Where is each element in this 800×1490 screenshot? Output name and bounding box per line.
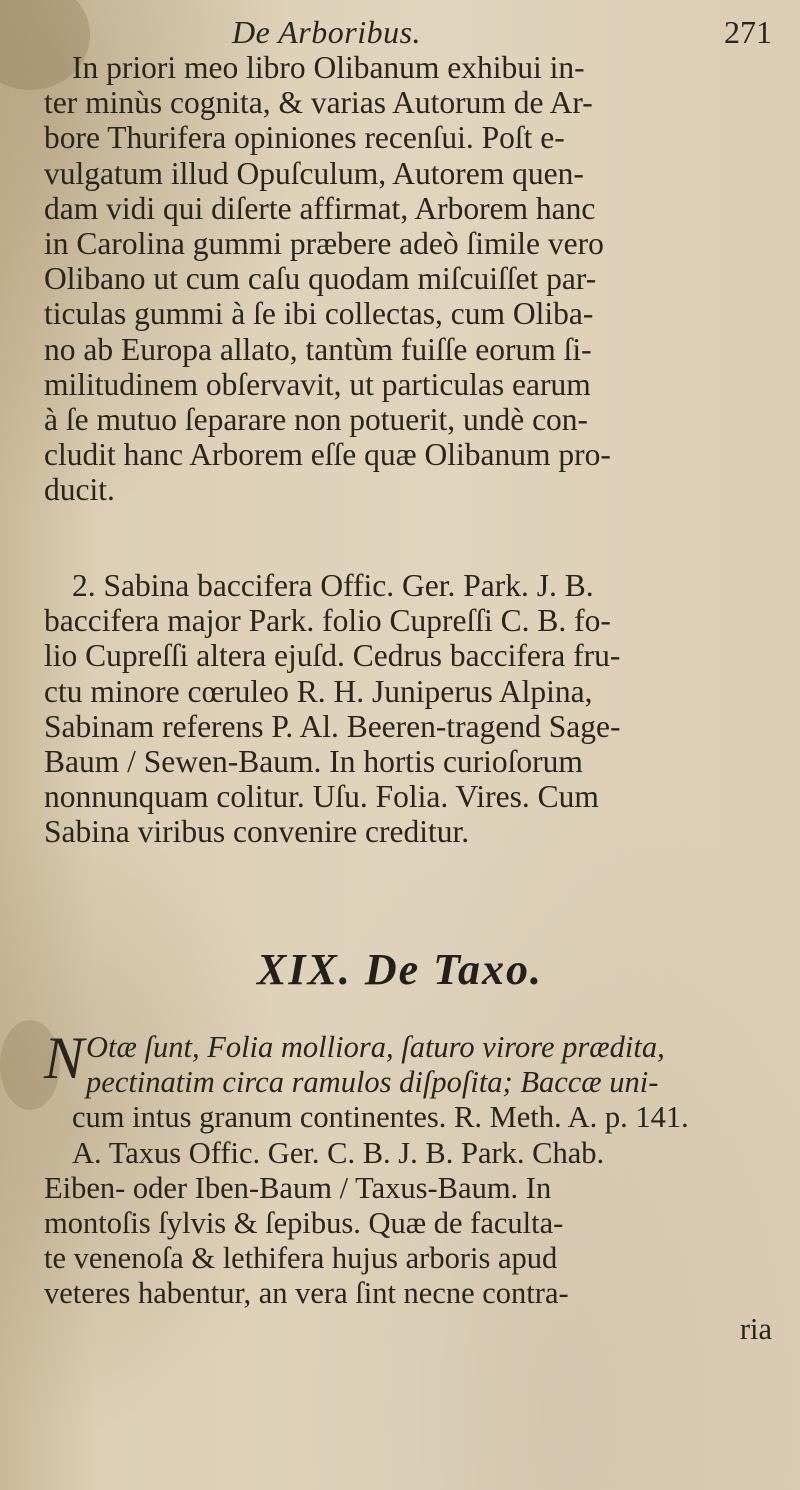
text-line: cum intus granum continentes. R. Meth. A. p. 141. — [72, 1100, 689, 1135]
text-line: bore Thurifera opiniones recenſui. Poſt e- — [44, 120, 565, 156]
text-line: veteres habentur, an vera ſint necne contra- — [44, 1276, 569, 1311]
text-line: no ab Europa allato, tantùm fuiſſe eorum ſi- — [44, 331, 592, 367]
page-number: 271 — [724, 14, 772, 50]
drop-cap: N — [44, 1025, 85, 1091]
catchword: ria — [739, 1311, 772, 1346]
running-title: De Arboribus. — [232, 14, 422, 50]
text-line: ticulas gummi à ſe ibi collectas, cum Oliba- — [44, 296, 594, 332]
page-header — [0, 10, 800, 50]
text-line: Sabinam referens P. Al. Beeren-tragend Sage- — [44, 708, 621, 744]
text-line: In priori meo libro Olibanum exhibui in- — [72, 50, 585, 85]
text-line: ter minùs cognita, & varias Autorum de Ar- — [44, 85, 593, 121]
text-line: ducit. — [44, 472, 115, 508]
text-line: Eiben- oder Iben-Baum / Taxus-Baum. In — [44, 1170, 552, 1205]
text-line: nonnunquam colitur. Uſu. Folia. Vires. Cum — [44, 779, 599, 815]
text-line: 2. Sabina baccifera Offic. Ger. Park. J. B. — [72, 568, 594, 603]
text-line: dam vidi qui diſerte affirmat, Arborem hanc — [44, 190, 596, 226]
text-line: Baum / Sewen-Baum. In hortis curioſorum — [44, 743, 583, 779]
text-line: Olibano ut cum caſu quodam miſcuiſſet par- — [44, 261, 597, 297]
text-line: A. Taxus Offic. Ger. C. B. J. B. Park. Chab. — [72, 1135, 605, 1170]
text-line: militudinem obſervavit, ut particulas earum — [44, 366, 591, 402]
paragraph-taxus — [20, 1025, 780, 1347]
text-line: in Carolina gummi præbere adeò ſimile vero — [44, 225, 604, 261]
section-heading: XIX. De Taxo. — [257, 945, 543, 994]
text-line: baccifera major Park. folio Cupreſſi C. B. fo- — [44, 603, 611, 639]
text-line: vulgatum illud Opuſculum, Autorem quen- — [44, 155, 584, 191]
text-line: Sabina viribus convenire creditur. — [44, 814, 470, 850]
paragraph-sabina — [20, 568, 780, 850]
text-line: à ſe mutuo ſeparare non potuerit, undè con- — [44, 401, 589, 437]
text-line: pectinatim circa ramulos diſpoſita; Baccæ uni- — [86, 1065, 659, 1100]
paragraph-olibanum — [20, 50, 780, 507]
text-line: te venenoſa & lethifera hujus arboris apud — [44, 1241, 558, 1276]
text-line: lio Cupreſſi altera ejuſd. Cedrus baccifera fru- — [44, 638, 621, 674]
text-line: ctu minore cœruleo R. H. Juniperus Alpina, — [44, 673, 593, 709]
text-line: cludit hanc Arborem eſſe quæ Olibanum pro- — [44, 437, 611, 473]
text-line: montoſis ſylvis & ſepibus. Quæ de faculta- — [44, 1205, 564, 1240]
text-line-content: Otæ ſunt, Folia molliora, ſaturo virore prædita, — [86, 1030, 665, 1064]
